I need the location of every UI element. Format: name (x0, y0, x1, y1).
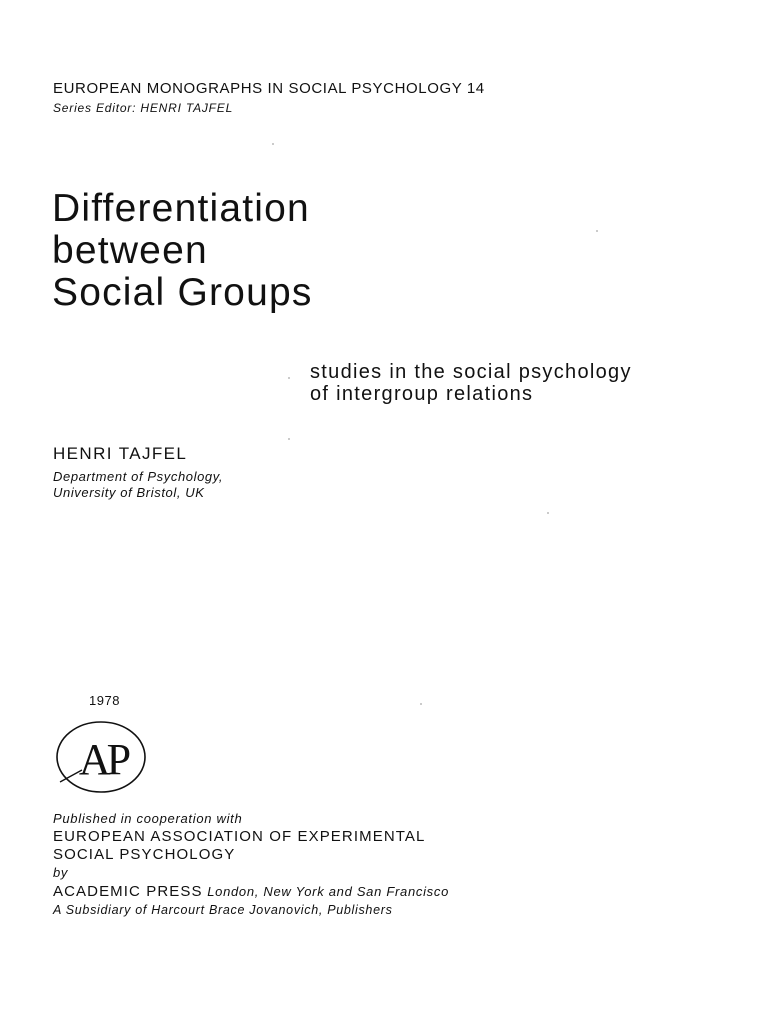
series-editor: Series Editor: HENRI TAJFEL (53, 101, 234, 115)
scan-speck (547, 512, 549, 514)
book-title (52, 188, 313, 314)
scan-speck (288, 377, 290, 379)
book-subtitle-line-1: studies in the social psychology (310, 361, 632, 383)
published-with: Published in cooperation with (53, 811, 243, 826)
author-name: HENRI TAJFEL (53, 444, 188, 463)
publisher-line (53, 882, 449, 901)
publisher-block (53, 810, 449, 919)
scan-speck (272, 143, 274, 145)
association-line-1: EUROPEAN ASSOCIATION OF EXPERIMENTAL (53, 828, 426, 845)
affiliation-line-2: University of Bristol, UK (53, 485, 205, 500)
academic-press-logo-icon (52, 718, 150, 796)
publisher-locations: London, New York and San Francisco (207, 884, 450, 899)
scan-speck (288, 438, 290, 440)
author-affiliation (53, 469, 223, 501)
association-line-2: SOCIAL PSYCHOLOGY (53, 846, 236, 863)
publication-year: 1978 (89, 693, 120, 708)
book-title-line-2: between (52, 229, 208, 272)
affiliation-line-1: Department of Psychology, (53, 469, 224, 484)
book-subtitle-line-2: of intergroup relations (310, 383, 534, 405)
publisher-name: ACADEMIC PRESS (53, 883, 203, 900)
logo-monogram: AP (78, 735, 128, 784)
book-title-line-3: Social Groups (52, 271, 313, 314)
publisher-subsidiary: A Subsidiary of Harcourt Brace Jovanovich, Publishers (53, 903, 393, 917)
book-subtitle (310, 361, 632, 405)
by-label: by (53, 865, 69, 880)
scan-speck (420, 703, 422, 705)
book-title-line-1: Differentiation (52, 187, 310, 230)
scan-speck (596, 230, 598, 232)
series-title: EUROPEAN MONOGRAPHS IN SOCIAL PSYCHOLOGY 14 (53, 80, 485, 97)
